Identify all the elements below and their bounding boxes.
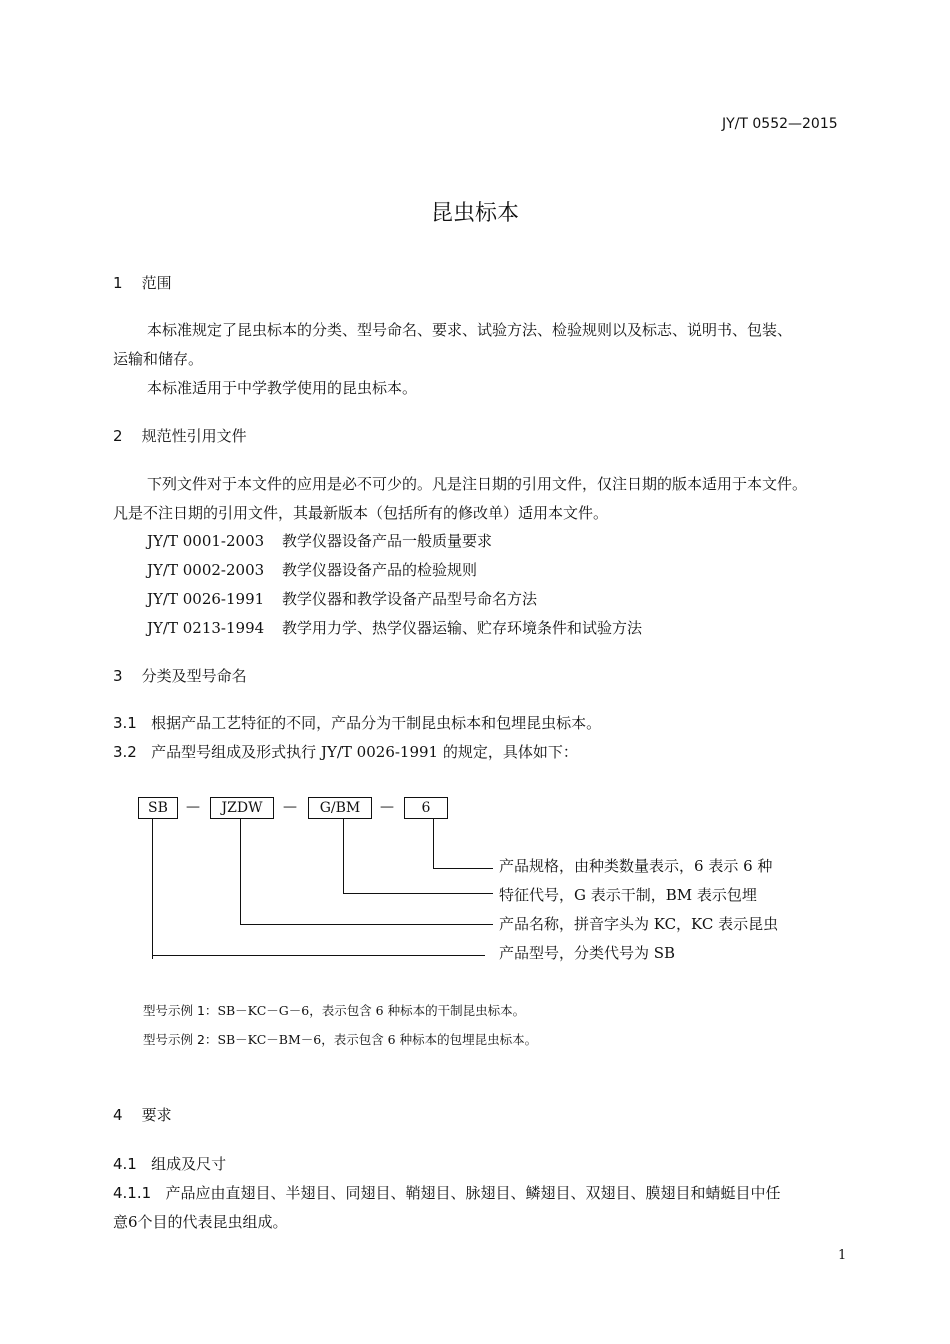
section-1-para-1-line-1: 本标准规定了昆虫标本的分类、型号命名、要求、试验方法、检验规则以及标志、说明书、包装、 <box>147 321 793 339</box>
reference-code: JY/T 0002-2003 <box>147 561 265 579</box>
model-example-1 <box>143 1001 525 1019</box>
section-1-number: 1 <box>113 274 123 292</box>
reference-item <box>147 617 642 638</box>
reference-title: 教学仪器设备产品的检验规则 <box>282 561 478 579</box>
code-box-jzdw: JZDW <box>210 797 274 819</box>
reference-item <box>147 530 492 551</box>
connector-line <box>343 819 344 894</box>
page-number: 1 <box>838 1248 847 1263</box>
clause-number: 4.1 <box>113 1155 137 1173</box>
connector-line <box>240 924 493 925</box>
reference-title: 教学仪器设备产品一般质量要求 <box>282 532 493 550</box>
section-2-para-line-2: 凡是不注日期的引用文件，其最新版本（包括所有的修改单）适用本文件。 <box>113 504 609 522</box>
clause-3-2 <box>113 741 578 762</box>
section-2-heading <box>113 425 247 446</box>
reference-title: 教学仪器和教学设备产品型号命名方法 <box>282 590 538 608</box>
separator: — <box>283 799 297 815</box>
code-box-sb: SB <box>138 797 178 819</box>
reference-code: JY/T 0026-1991 <box>147 590 265 608</box>
section-2-title: 规范性引用文件 <box>141 427 247 445</box>
clause-text: 产品应由直翅目、半翅目、同翅目、鞘翅目、脉翅目、鳞翅目、双翅目、膜翅目和蜻蜓目中任 <box>165 1184 781 1202</box>
section-2-number: 2 <box>113 427 123 445</box>
example-label: 型号示例 2： <box>143 1032 218 1047</box>
section-1-heading <box>113 272 172 293</box>
code-box-6: 6 <box>404 797 448 819</box>
connector-line <box>433 819 434 869</box>
reference-code: JY/T 0213-1994 <box>147 619 265 637</box>
reference-title: 教学用力学、热学仪器运输、贮存环境条件和试验方法 <box>282 619 643 637</box>
separator: — <box>186 799 200 815</box>
reference-item <box>147 559 477 580</box>
page-title: 昆虫标本 <box>430 201 519 226</box>
clause-4-1-1-line-2: 意6个目的代表昆虫组成。 <box>113 1213 288 1231</box>
section-3-number: 3 <box>113 667 123 685</box>
diagram-label-name: 产品名称，拼音字头为 KC，KC 表示昆虫 <box>499 915 779 933</box>
clause-number: 3.1 <box>113 714 137 732</box>
example-text: SB－KC－G－6，表示包含 6 种标本的干制昆虫标本。 <box>217 1003 526 1018</box>
section-1-para-2: 本标准适用于中学教学使用的昆虫标本。 <box>147 379 418 397</box>
clause-number: 4.1.1 <box>113 1184 152 1202</box>
diagram-label-feature: 特征代号，G 表示干制，BM 表示包埋 <box>499 886 757 904</box>
connector-line <box>152 819 153 959</box>
clause-text: 组成及尺寸 <box>151 1155 227 1173</box>
section-1-para-1-line-2: 运输和储存。 <box>113 350 204 368</box>
model-example-2 <box>143 1030 537 1048</box>
section-2-para-line-1: 下列文件对于本文件的应用是必不可少的。凡是注日期的引用文件，仅注日期的版本适用于本文件。 <box>147 475 808 493</box>
clause-text: 根据产品工艺特征的不同，产品分为干制昆虫标本和包埋昆虫标本。 <box>151 714 602 732</box>
reference-item <box>147 588 537 609</box>
section-3-heading <box>113 665 247 686</box>
diagram-label-spec: 产品规格，由种类数量表示，6 表示 6 种 <box>499 857 773 875</box>
clause-4-1 <box>113 1153 226 1174</box>
section-1-title: 范围 <box>141 274 172 292</box>
reference-code: JY/T 0001-2003 <box>147 532 265 550</box>
clause-number: 3.2 <box>113 743 137 761</box>
example-text: SB－KC－BM－6，表示包含 6 种标本的包埋昆虫标本。 <box>217 1032 538 1047</box>
section-3-title: 分类及型号命名 <box>141 667 247 685</box>
separator: — <box>380 799 394 815</box>
clause-text: 产品型号组成及形式执行 JY/T 0026-1991 的规定，具体如下： <box>151 743 578 761</box>
code-box-g-bm: G/BM <box>308 797 372 819</box>
section-4-number: 4 <box>113 1106 123 1124</box>
clause-4-1-1-line-1 <box>113 1182 781 1203</box>
connector-line <box>343 893 493 894</box>
connector-line <box>433 868 493 869</box>
clause-3-1 <box>113 712 601 733</box>
section-4-heading <box>113 1104 172 1125</box>
section-4-title: 要求 <box>141 1106 172 1124</box>
example-label: 型号示例 1： <box>143 1003 218 1018</box>
connector-line <box>240 819 241 925</box>
connector-line <box>152 955 485 956</box>
diagram-label-model: 产品型号，分类代号为 SB <box>499 944 676 962</box>
standard-code: JY/T 0552—2015 <box>722 116 838 132</box>
